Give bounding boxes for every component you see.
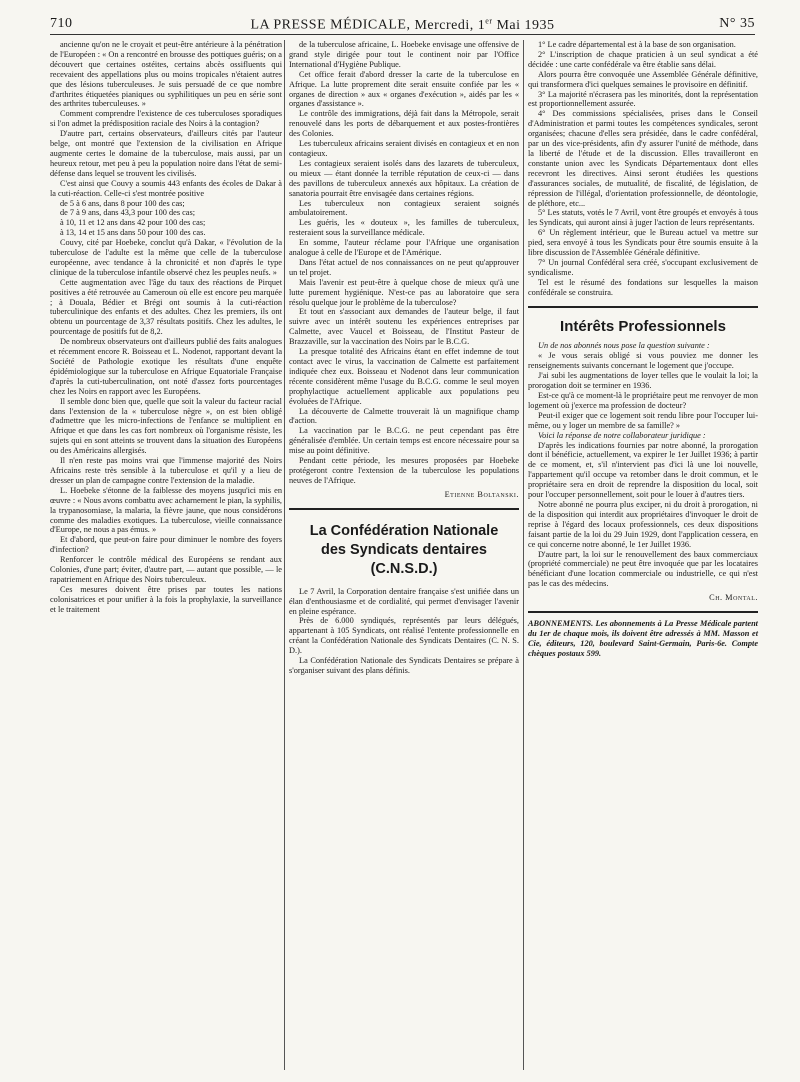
question-paragraph: Peut-il exiger que ce logement soit rendu libre pour l'occuper lui-même, ou y loger un membre de sa famille? » <box>528 410 758 430</box>
paragraph: Cette augmentation avec l'âge du taux des réactions de Pirquet positives a été retrouvée au Cameroun où elle est encore peu marquée ; à Douala, Bédier et Brégi ont soumis à la cuti-réaction tuberculinique des enfants et des adultes. Chez les premiers, ils ont obtenu un pourcentage de 3,37 résultats positifs. Chez les adultes, le pourcentage de positifs fut de 8,2. <box>50 277 282 337</box>
header-rule <box>50 34 755 35</box>
paragraph: ancienne qu'on ne le croyait et peut-être antérieure à la pénétration de l'Européen : « On a rencontré en brousse des pottiques guéris; on a découvert que certaines ostéites, certains abcès ossifluents qui recevaient des appellations plus ou moins tropicales n'étaient autres que des lésions tuberculeuses. Je suis persuadé de ce que nombre d'arthrites étiquetées pianiques ou syphilitiques un peu en série sont des arthrites tuberculeuses. » <box>50 40 282 109</box>
paragraph: Mais l'avenir est peut-être à quelque chose de mieux qu'à une lutte purement hygiénique. N'est-ce pas au laboratoire que sera résolu quelque jour le problème de la tuberculose? <box>289 277 519 307</box>
paragraph: Alors pourra être convoquée une Assemblée Générale définitive, qui transformera d'ici quelques semaines le provisoire en définitif. <box>528 69 758 89</box>
journal-name: LA PRESSE MÉDICALE, <box>250 17 411 33</box>
paragraph: Le contrôle des immigrations, déjà fait dans la Métropole, serait renouvelé dans les ports de débarquement et aux postes-frontières des Colonies. <box>289 109 519 139</box>
question-paragraph: J'ai subi les augmentations de loyer telles que le voulait la loi; la prorogation doit se terminer en 1936. <box>528 371 758 391</box>
paragraph: 4° Des commissions spécialisées, prises dans le Conseil d'Administration et parmi toutes les compétences syndicales, seront organisées; chacune d'elles sera présidée, dans le cadre confédéral, par un des vice-présidents, afin d'y assurer l'unité de méthode, dans la liberté de l'étude et de la discussion. Elles travailleront en constante union avec les Syndicats Départementaux dont elles recevront les directives. Ainsi seront étudiées les questions d'assurances sociales, de mutualité, de fiscalité, de législation, de répression de l'illégal, d'orientation professionnelle, de déontologie, de pléthore, etc... <box>528 109 758 208</box>
paragraph: C'est ainsi que Couvy a soumis 443 enfants des écoles de Dakar à la cuti-réaction. Celle-ci s'est montrée positive <box>50 178 282 198</box>
issue-date <box>414 18 554 33</box>
paragraph: Les guéris, les « douteux », les familles de tuberculeux, resteraient sous la surveillance médicale. <box>289 218 519 238</box>
interets-title: Intérêts Professionnels <box>560 317 726 335</box>
column-3-text <box>528 40 758 298</box>
paragraph: Cet office ferait d'abord dresser la carte de la tuberculose en Afrique. La lutte proprement dite serait ensuite confiée par les « organes de direction » aux « organes d'exécution », aidés par les « organes d'assistance ». <box>289 69 519 109</box>
paragraph: 1° Le cadre départemental est à la base de son organisation. <box>538 40 736 49</box>
cnsd-article <box>289 587 519 676</box>
paragraph: Et d'abord, que peut-on faire pour diminuer le nombre des foyers d'infection? <box>50 535 282 555</box>
paragraph: La presque totalité des Africains étant en effet indemne de tout contact avec le virus, la vaccination de Calmette est parfaitement indiquée chez eux. Boisseau et Nodenot dans leur communication récente considèrent même l'usage du B.C.G. comme le seul moyen prophylactique actuellement applicable aux populations peu évoluées de l'Afrique. <box>289 347 519 406</box>
section-rule <box>528 306 758 308</box>
page-header <box>50 14 755 36</box>
paragraph: 3° La majorité n'écrasera pas les minorités, dont la représentation est proportionnellement assurée. <box>528 89 758 109</box>
column-1-text <box>50 40 282 615</box>
paragraph: à 13, 14 et 15 ans dans 50 pour 100 des cas. <box>60 228 206 238</box>
paragraph: Pendant cette période, les mesures proposées par Hoebeke protégeront contre l'extension de la tuberculose les populations neuves de l'Afrique. <box>289 456 519 485</box>
reply-paragraph: D'autre part, la loi sur le renouvellement des baux commerciaux (propriété commerciale) ne peut être invoquée que par les locataires bénéficiant d'une location commerciale ou industrielle, ce qui n'est pas le cas des médecins. <box>528 549 758 589</box>
author-signature: Etienne Boltanski. <box>444 489 519 499</box>
column-2-text <box>289 40 519 486</box>
interets-intro: Un de nos abonnés nous pose la question suivante : <box>538 341 710 351</box>
reply-intro: Voici la réponse de notre collaborateur juridique : <box>538 430 706 440</box>
paragraph: Les tuberculeux africains seraient divisés en contagieux et en non contagieux. <box>289 139 519 158</box>
page-number: 710 <box>50 16 73 31</box>
column-1 <box>50 40 282 615</box>
paragraph: Les contagieux seraient isolés dans des lazarets de tuberculeux, ou mieux — étant donnée la terrible réputation de ceux-ci — dans des pavillons de tuberculeux annexés aux hôpitaux. La création de sanatoria pourrait être envisagée dans certaines régions. <box>289 158 519 198</box>
paragraph: de 7 à 9 ans, dans 43,3 pour 100 des cas; <box>60 208 196 218</box>
cnsd-title-line: La Confédération Nationale <box>309 522 499 539</box>
cnsd-title-line: des Syndicats dentaires <box>320 541 487 558</box>
paragraph: 6° Un règlement intérieur, que le Bureau actuel va mettre sur pied, sera envoyé à tous les Syndicats pour être soumis ensuite à la libre discussion de l'Assemblée Générale définitive. <box>528 228 758 258</box>
section-rule <box>289 508 519 510</box>
cnsd-title-line: (C.N.S.D.) <box>370 560 438 577</box>
column-3 <box>528 40 758 659</box>
subscription-notice: ABONNEMENTS. Les abonnements à La Presse Médicale partent du 1er de chaque mois, ils doivent être adressés à MM. Masson et Cie, éditeurs, 120, boulevard Saint-Germain, Paris-6e. Compte chèques postaux 599. <box>528 619 758 658</box>
legal-reply <box>528 441 758 590</box>
reply-signature: Ch. Montal. <box>709 593 758 603</box>
paragraph: à 10, 11 et 12 ans dans 42 pour 100 des cas; <box>60 218 206 228</box>
paragraph: Couvy, cité par Hoebeke, conclut qu'à Dakar, « l'évolution de la tuberculose de l'adulte est la même que celle de la tuberculose européenne, avec tendance à la chronicité et non d'après le type clinique de la tuberculose infantile observé chez les peuples neufs. » <box>50 238 282 277</box>
date-month: Mai 1935 <box>492 17 555 33</box>
paragraph: La vaccination par le B.C.G. ne peut cependant pas être généralisée d'emblée. Un certain temps est encore nécessaire pour sa mise au point définitive. <box>289 426 519 456</box>
paragraph: Renforcer le contrôle médical des Européens se rendant aux Colonies, d'une part; éviter, d'autre part, — autant que possible, — le rapatriement en Afrique des Noirs tuberculeux. <box>50 555 282 584</box>
paragraph: La Confédération Nationale des Syndicats Dentaires se prépare à s'organiser suivant des plans définis. <box>289 656 519 675</box>
column-divider <box>523 40 524 1070</box>
reply-paragraph: D'après les indications fournies par notre abonné, la prorogation dont il bénéficie, actuellement, va expirer le 1er Juillet 1936; à partir de ce moment, et, s'il n'intervient pas d'ici là une loi nouvelle, l'appartement qu'il occupe va retomber dans le droit commun, et le propriétaire sera en droit de reprendre la disposition du local, soit pour l'occuper personnellement, soit pour le louer à d'autres tiers. <box>528 440 758 500</box>
paragraph: 7° Un journal Confédéral sera créé, s'occupant exclusivement de syndicalisme. <box>528 257 758 277</box>
date-day: Mercredi, 1 <box>414 17 486 33</box>
paragraph: De nombreux observateurs ont d'ailleurs publié des faits analogues et récemment encore R. Boisseau et L. Nodenot, rapportant devant la Société de Pathologie exotique les résultats d'une enquête épidémiologique sur la tuberculose en Afrique Equatoriale Française d'après la cuti-tuberculination, ont noté d'assez forts pourcentages chez les Noirs en rapport avec les Européens. <box>50 337 282 396</box>
reply-paragraph: Notre abonné ne pourra plus exciper, ni du droit à prorogation, ni de la disposition qui interdit aux propriétaires d'invoquer le droit de reprise à l'égard des locaux professionnels, ces deux dispositions faisant partie de la loi du 29 Juin 1929, dont l'application cessera, en ce qui concerne notre abonné, le 1er Juillet 1936. <box>528 499 758 549</box>
paragraph: Comment comprendre l'existence de ces tuberculoses sporadiques si l'on admet la prédisposition raciale des Noirs à la contagion? <box>50 109 282 129</box>
paragraph: En somme, l'auteur réclame pour l'Afrique une organisation analogue à celle de l'Europe et de l'Amérique. <box>289 238 519 258</box>
paragraph: La découverte de Calmette trouverait là un magnifique champ d'action. <box>289 406 519 426</box>
paragraph: Il semble donc bien que, quelle que soit la valeur du facteur racial dans l'extension de la « tuberculose nègre », on est bien obligé d'admettre que les micro-infections de l'enfance se multiplient en Afrique et que dans les cas fort nombreux où l'organisme résiste, les sujets qui en sont atteints se trouvent dans la situation des Européens ou des Américains allergisés. <box>50 396 282 456</box>
paragraph: Ces mesures doivent être prises par toutes les nations colonisatrices et pour unifier à la fois la prophylaxie, la surveillance et le traitement <box>50 584 282 614</box>
question-paragraph: « Je vous serais obligé si vous pouviez me donner les renseignements suivants concernant le logement que j'occupe. <box>528 351 758 371</box>
question-paragraph: Est-ce qu'à ce moment-là le propriétaire peut me renvoyer de mon logement où j'exerce ma profession de docteur? <box>528 391 758 410</box>
paragraph: Près de 6.000 syndiqués, représentés par leurs délégués, appartenant à 105 Syndicats, ont réalisé l'entente professionnelle en créant la Confédération Nationale des Syndicats Dentaires (C. N. S. D.). <box>289 616 519 656</box>
paragraph: L. Hoebeke s'étonne de la faiblesse des moyens jusqu'ici mis en œuvre : « Nous avons combattu avec acharnement le pian, la syphilis, la trypanosomiase, la malaria, la fièvre jaune, que nous considérons comme des maladies exotiques. La tuberculose, vieille connaissance d'Europe, ne nous a pas émus. » <box>50 485 282 535</box>
paragraph: Les tuberculeux non contagieux seraient soignés ambulatoirement. <box>289 198 519 218</box>
paragraph: D'autre part, certains observateurs, d'ailleurs cités par l'auteur belge, ont montré que l'extension de la civilisation en Afrique augmente certes le domaine de la tuberculose, mais aussi, par un heureux retour, met peu à peu la population noire dans l'état de semi-défense dans lequel se trouvent les civilisés. <box>50 129 282 178</box>
paragraph: Il n'en reste pas moins vrai que l'immense majorité des Noirs Africains reste très sensible à la tuberculose et qu'il y a lieu de dresser un plan de campagne contre l'extension de la maladie. <box>50 456 282 485</box>
date-sup: er <box>485 16 493 25</box>
reader-question <box>528 351 758 430</box>
paragraph: Tel est le résumé des fondations sur lesquelles la maison confédérale se construira. <box>528 277 758 297</box>
column-divider <box>284 40 285 1070</box>
paragraph: Le 7 Avril, la Corporation dentaire française s'est unifiée dans un élan d'enthousiasme et de cordialité, qui permet d'envisager l'avenir en pleine espérance. <box>289 586 519 616</box>
journal-title <box>50 16 755 34</box>
paragraph: Dans l'état actuel de nos connaissances on ne peut qu'approuver un tel projet. <box>289 257 519 277</box>
cnsd-title <box>289 522 519 579</box>
issue-number: N° 35 <box>719 16 755 31</box>
section-rule <box>528 611 758 613</box>
paragraph: Et tout en s'associant aux demandes de l'auteur belge, il faut suivre avec un intérêt soutenu les expériences entreprises par Calmette, avec Vaucel et Boisseau, de l'Institut Pasteur de Brazzaville, sur la vaccination des Noirs par le B.C.G. <box>289 307 519 347</box>
paragraph: de 5 à 6 ans, dans 8 pour 100 des cas; <box>60 198 185 208</box>
paragraph: de la tuberculose africaine, L. Hoebeke envisage une offensive de grand style dirigée pour tout le continent noir par l'Office International d'Hygiène Publique. <box>289 40 519 69</box>
paragraph: 5° Les statuts, votés le 7 Avril, vont être groupés et envoyés à tous les Syndicats, qui auront ainsi à juger l'action de leurs représentants. <box>528 208 758 228</box>
column-2 <box>289 40 519 676</box>
paragraph: 2° L'inscription de chaque praticien à un seul syndicat a été décidée : une carte confédérale va être établie sans délai. <box>528 49 758 69</box>
